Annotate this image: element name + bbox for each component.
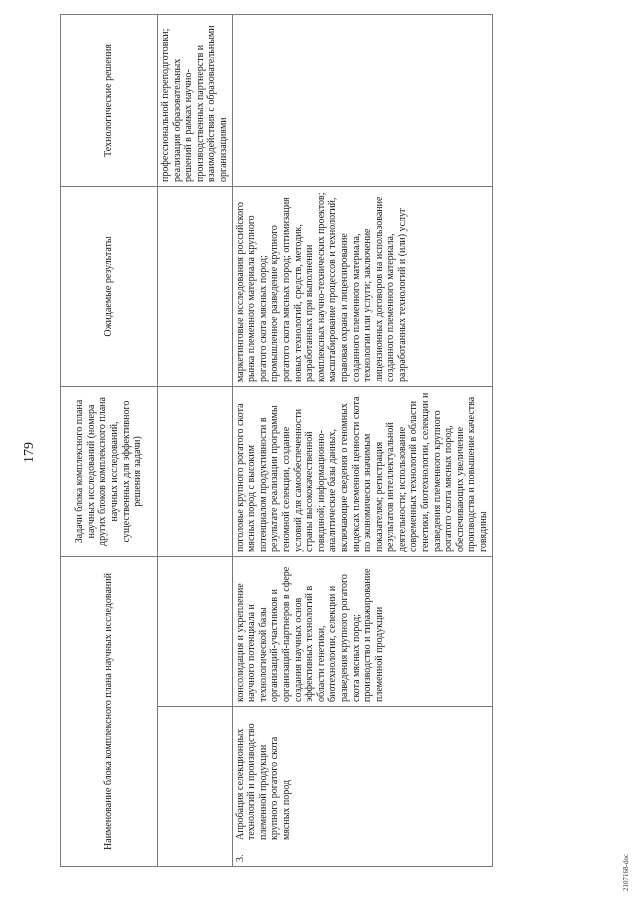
table-row bbox=[232, 14, 492, 866]
row-number: 3. bbox=[234, 854, 246, 862]
research-plan-table bbox=[60, 14, 493, 867]
header-results: Ожидаемые результаты bbox=[61, 186, 158, 386]
header-tech: Технологические решения bbox=[61, 14, 158, 186]
cell-empty bbox=[158, 707, 233, 867]
cell-continuation-tech: профессиональной переподготовки; реализация образовательных решений в рамках научно-производственных партнерств и взаимодействия с образовательными организациями bbox=[158, 14, 233, 186]
footer-doc-id: 2107168-doc bbox=[622, 854, 630, 891]
page-number: 179 bbox=[22, 442, 37, 463]
cell-results: поголовье крупного рогатого скота мясных пород с высоким потенциалом продуктивности в результате реализации программы геномной селекции, создание условий для самообеспеченности страны высококачественной говядиной; информационно-аналитические базы данных, включающие сведения о геномных индексах племенной ценности скота по экономически значимым показателям; регистрация результатов интеллектуальной деятельности; использование современных технологий в области генетики, биотехнологии, селекции и разведения племенного крупного рогатого скота мясных пород, обеспечивающих увеличение производства и повышение качества говядины bbox=[232, 386, 492, 556]
block-name-text: Апробация селекционных технологий и производство племенной продукции крупного рогатого скота мясных пород bbox=[234, 723, 292, 840]
cell-empty-last bbox=[232, 14, 492, 186]
header-block-name: Наименование блока комплексного плана научных исследований bbox=[61, 556, 158, 866]
table-row-continuation bbox=[158, 14, 233, 866]
cell-empty bbox=[158, 386, 233, 556]
header-tasks: Задачи блока комплексного плана научных исследований (номера других блоков комплексного плана научных исследований, существенных для эффективного решения задачи) bbox=[61, 386, 158, 556]
cell-tech: маркетинговые исследования российского рынка племенного материала крупного рогатого скота мясных пород; промышленное разведение крупного рогатого скота мясных пород; оптимизация новых технологий, средств, методик, разработанных при выполнении комплексных научно-технических проектов; масштабирование процессов и технологий, правовая охрана и лицензирование созданного племенного материала, технологии или услуги; заключение лицензионных договоров на использование созданного племенного материала, разработанных технологий и (или) услуг bbox=[232, 186, 492, 386]
cell-empty bbox=[158, 556, 233, 706]
cell-block-name bbox=[232, 707, 492, 867]
cell-empty bbox=[158, 186, 233, 386]
cell-tasks: консолидация и укрепление научного потенциала и технологической базы организаций-участников и организаций-партнеров в сфере создания научных основ эффективных технологий в области генетики, биотехнологии, селекции и разведения крупного рогатого скота мясных пород; производство и тиражирование племенной продукции bbox=[232, 556, 492, 706]
table-header-row bbox=[61, 14, 158, 866]
